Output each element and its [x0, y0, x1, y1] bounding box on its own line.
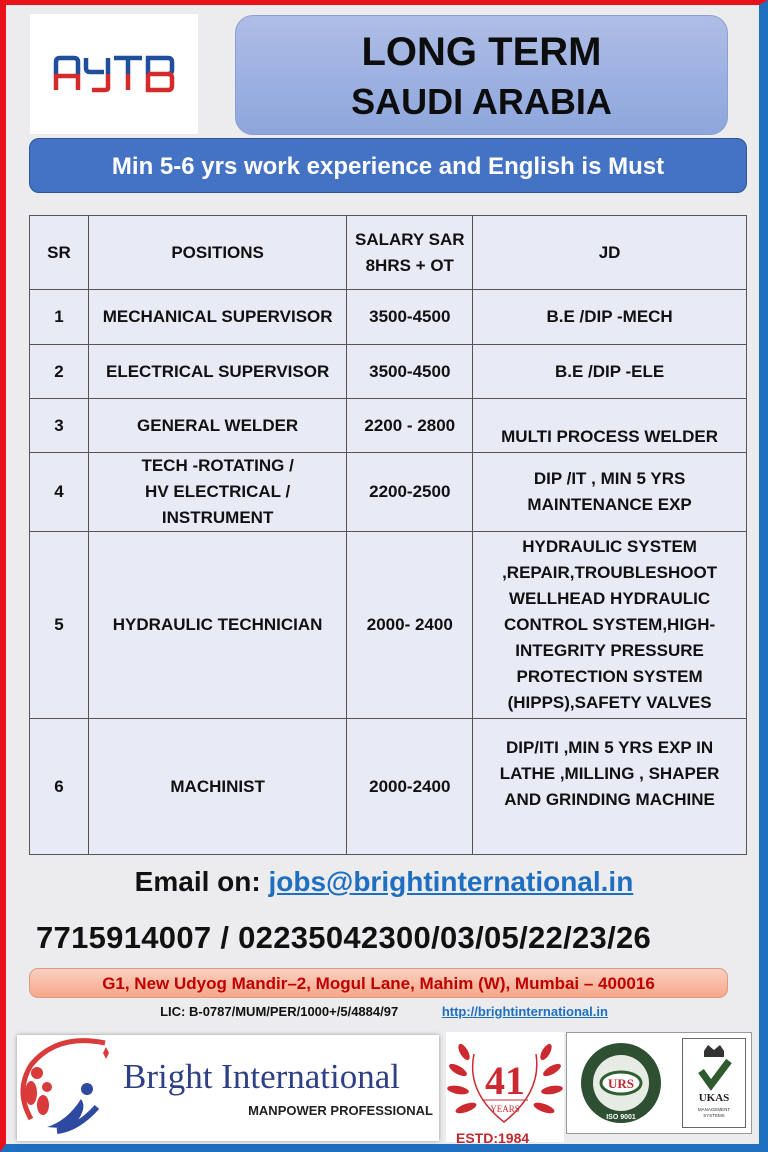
table-row — [30, 719, 747, 855]
position-line: TECH -ROTATING / — [141, 456, 294, 475]
table-row — [30, 345, 747, 399]
established-year: ESTD:1984 — [456, 1130, 530, 1146]
ukas-logo — [682, 1038, 746, 1128]
svg-text:YEARS: YEARS — [490, 1104, 520, 1114]
cell-sr: 2 — [30, 345, 89, 399]
cell-sr: 5 — [30, 532, 89, 719]
jd-line: DIP /IT , MIN 5 YRS — [533, 469, 686, 488]
jd-line: (HIPPS),SAFETY VALVES — [507, 693, 712, 712]
header-salary-line2: 8HRS + OT — [365, 255, 454, 275]
cell-jd — [473, 532, 747, 719]
ukas-crown-check-icon — [683, 1039, 745, 1127]
table-header-row — [30, 216, 747, 290]
requirement-banner: Min 5-6 yrs work experience and English is Must — [29, 138, 747, 193]
cell-position: ELECTRICAL SUPERVISOR — [88, 345, 347, 399]
svg-text:URS: URS — [607, 1076, 635, 1091]
anniversary-badge — [446, 1032, 564, 1142]
title-line-2: SAUDI ARABIA — [351, 81, 612, 122]
cell-position: MACHINIST — [88, 719, 347, 855]
cell-position — [88, 453, 347, 532]
header-salary-line1: SALARY SAR — [354, 229, 465, 249]
jd-line: DIP/ITI ,MIN 5 YRS EXP IN — [505, 738, 714, 757]
cell-position: GENERAL WELDER — [88, 399, 347, 453]
cell-salary: 2000- 2400 — [347, 532, 473, 719]
jd-line: INTEGRITY PRESSURE — [515, 641, 704, 660]
cell-sr: 1 — [30, 290, 89, 345]
laurel-wreath-icon — [446, 1032, 564, 1132]
svg-text:SYSTEMS: SYSTEMS — [703, 1113, 725, 1118]
cell-sr: 6 — [30, 719, 89, 855]
email-label: Email on: — [134, 866, 261, 897]
jobs-table — [29, 215, 747, 855]
svg-text:41: 41 — [485, 1058, 525, 1103]
cell-sr: 4 — [30, 453, 89, 532]
title-line-1: LONG TERM — [361, 30, 602, 74]
cell-jd-text: MULTI PROCESS WELDER — [501, 427, 719, 446]
table-row — [30, 290, 747, 345]
cell-jd — [473, 719, 747, 855]
cell-salary: 2000-2400 — [347, 719, 473, 855]
cell-jd: B.E /DIP -MECH — [473, 290, 747, 345]
phone-numbers: 7715914007 / 02235042300/03/05/22/23/26 — [36, 920, 652, 955]
cell-jd — [473, 453, 747, 532]
jd-line: PROTECTION SYSTEM — [516, 667, 703, 686]
jd-line: HYDRAULIC SYSTEM — [522, 537, 697, 556]
jd-line: MAINTENANCE EXP — [527, 495, 692, 514]
people-circle-icon — [17, 1035, 117, 1141]
cell-position: MECHANICAL SUPERVISOR — [88, 290, 347, 345]
license-line — [0, 1004, 768, 1019]
table-row — [30, 399, 747, 453]
aytb-logo — [30, 14, 198, 134]
address-banner: G1, New Udyog Mandir–2, Mogul Lane, Mahim (W), Mumbai – 400016 — [29, 968, 728, 998]
jd-line: WELLHEAD HYDRAULIC — [509, 589, 711, 608]
cell-jd: B.E /DIP -ELE — [473, 345, 747, 399]
header-sr: SR — [30, 216, 89, 290]
position-line: HV ELECTRICAL / — [145, 482, 291, 501]
cell-position: HYDRAULIC TECHNICIAN — [88, 532, 347, 719]
cell-salary: 3500-4500 — [347, 290, 473, 345]
svg-text:UKAS: UKAS — [698, 1092, 730, 1104]
cell-sr: 3 — [30, 399, 89, 453]
website-link[interactable]: http://brightinternational.in — [441, 1004, 608, 1019]
header-positions: POSITIONS — [88, 216, 347, 290]
title-banner — [235, 15, 728, 135]
svg-text:MANAGEMENT: MANAGEMENT — [697, 1107, 731, 1112]
aytb-logo-icon — [52, 54, 176, 94]
urs-iso-9001-seal-icon — [567, 1033, 679, 1133]
cell-salary: 3500-4500 — [347, 345, 473, 399]
header-salary — [347, 216, 473, 290]
header-jd: JD — [473, 216, 747, 290]
email-link[interactable]: jobs@brightinternational.in — [268, 866, 634, 897]
bright-international-logo — [17, 1035, 439, 1141]
company-tagline: MANPOWER PROFESSIONAL — [248, 1103, 433, 1118]
position-line: INSTRUMENT — [161, 508, 274, 527]
jd-line: LATHE ,MILLING , SHAPER — [499, 764, 720, 783]
license-number: LIC: B-0787/MUM/PER/1000+/5/4884/97 — [160, 1004, 399, 1019]
cell-salary: 2200-2500 — [347, 453, 473, 532]
svg-text:ISO 9001: ISO 9001 — [606, 1114, 636, 1121]
jd-line: AND GRINDING MACHINE — [504, 790, 715, 809]
company-name: Bright International — [123, 1057, 401, 1096]
jd-line: CONTROL SYSTEM,HIGH- — [503, 615, 716, 634]
table-row — [30, 453, 747, 532]
cell-salary: 2200 - 2800 — [347, 399, 473, 453]
cell-jd — [473, 399, 747, 453]
email-line — [0, 866, 768, 898]
jd-line: ,REPAIR,TROUBLESHOOT — [502, 563, 718, 582]
table-row — [30, 532, 747, 719]
